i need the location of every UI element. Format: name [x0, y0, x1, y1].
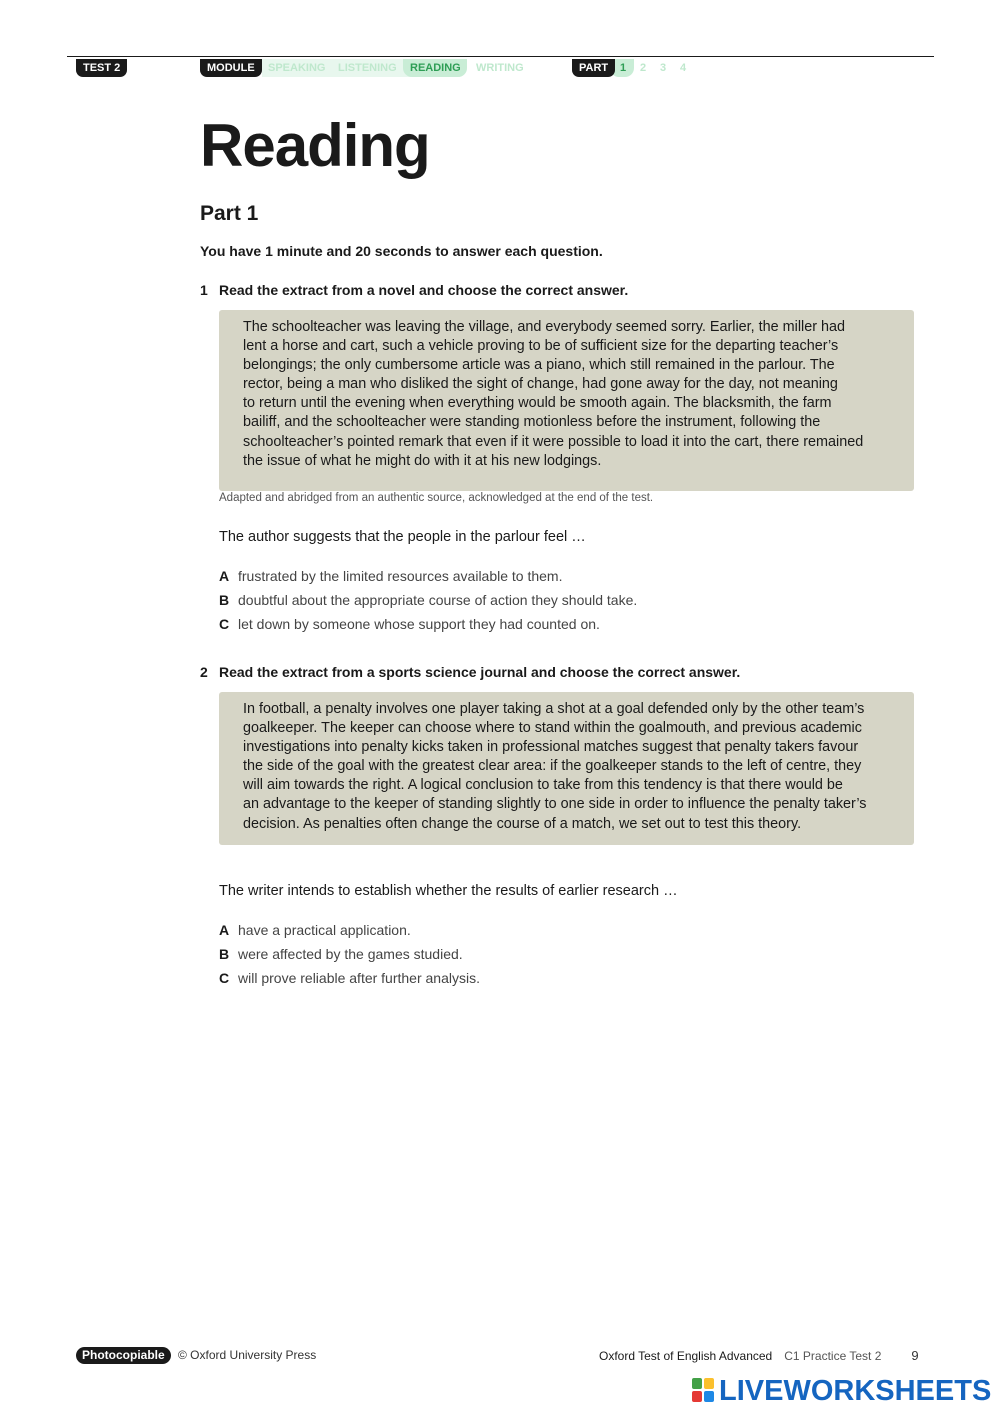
- part-4-link[interactable]: 4: [680, 62, 687, 74]
- question-text: Read the extract from a novel and choose the correct answer.: [219, 282, 629, 298]
- module-listening[interactable]: LISTENING: [338, 62, 397, 74]
- option-a[interactable]: [219, 918, 480, 942]
- option-letter: B: [219, 592, 230, 608]
- extract-line: the issue of what he might do with it at his new lodgings.: [243, 452, 602, 469]
- option-c[interactable]: [219, 966, 480, 990]
- module-label: MODULE: [200, 59, 262, 77]
- extract-line: investigations into penalty kicks taken in professional matches suggest that penalty takers favour: [243, 739, 859, 756]
- copyright: © Oxford University Press: [178, 1348, 317, 1362]
- option-letter: B: [219, 946, 230, 962]
- part-1-link[interactable]: 1: [620, 62, 627, 74]
- extract-line: the side of the goal with the greatest clear area: if the goalkeeper stands to the left of centre, they: [243, 758, 862, 775]
- extract-2: [219, 692, 914, 845]
- question-1-prompt: [200, 281, 628, 299]
- extract-line: schoolteacher’s pointed remark that even if it were possible to load it into the cart, there remained: [243, 433, 864, 450]
- header-rule: [67, 56, 934, 57]
- part-2-link[interactable]: 2: [640, 62, 647, 74]
- extract-line: decision. As penalties often change the course of a match, we set out to test this theory.: [243, 815, 802, 832]
- test-badge: TEST 2: [76, 59, 127, 77]
- option-a[interactable]: [219, 564, 637, 588]
- question-2-stem: The writer intends to establish whether the results of earlier research …: [219, 883, 678, 899]
- extract-source-note: Adapted and abridged from an authentic source, acknowledged at the end of the test.: [219, 492, 654, 504]
- option-text: have a practical application.: [238, 922, 411, 938]
- module-speaking[interactable]: SPEAKING: [268, 62, 326, 74]
- question-1-stem: The author suggests that the people in the parlour feel …: [219, 529, 586, 545]
- question-2-options: [219, 918, 480, 990]
- photocopiable-badge: Photocopiable: [76, 1347, 171, 1364]
- extract-line: to return until the evening when everything would be smooth again. The blacksmith, the farm: [243, 395, 832, 412]
- extract-line: an advantage to the keeper of standing slightly to one side in order to influence the penalty taker’s: [243, 796, 867, 813]
- test-name: C1 Practice Test 2: [784, 1349, 882, 1363]
- question-text: Read the extract from a sports science journal and choose the correct answer.: [219, 664, 741, 680]
- page-title: Reading: [200, 112, 430, 179]
- extract-line: goalkeeper. The keeper can choose where to stand within the goalmouth, and previous academic: [243, 720, 862, 737]
- option-letter: C: [219, 970, 230, 986]
- part-heading: Part 1: [200, 202, 259, 225]
- option-text: were affected by the games studied.: [238, 946, 463, 962]
- option-text: frustrated by the limited resources available to them.: [238, 568, 563, 584]
- extract-line: The schoolteacher was leaving the village, and everybody seemed sorry. Earlier, the miller had: [243, 319, 846, 335]
- question-1-options: [219, 564, 637, 636]
- module-reading[interactable]: READING: [410, 62, 461, 74]
- question-2-prompt: [200, 663, 740, 681]
- liveworksheets-wordmark: LIVEWORKSHEETS: [719, 1375, 992, 1407]
- module-writing[interactable]: WRITING: [476, 62, 524, 74]
- part-label: PART: [572, 59, 615, 77]
- option-b[interactable]: [219, 942, 480, 966]
- extract-line: In football, a penalty involves one player taking a shot at a goal defended only by the other team’s: [243, 701, 865, 717]
- footer-book-info: [599, 1347, 919, 1365]
- option-text: let down by someone whose support they had counted on.: [238, 616, 600, 632]
- option-letter: C: [219, 616, 230, 632]
- page-number: 9: [911, 1348, 919, 1363]
- option-b[interactable]: [219, 588, 637, 612]
- extract-1: [219, 310, 914, 491]
- option-text: doubtful about the appropriate course of action they should take.: [238, 592, 638, 608]
- extract-line: rector, being a man who disliked the sight of change, had gone away for the day, not meaning: [243, 376, 838, 393]
- extract-line: lent a horse and cart, such a vehicle proving to be of sufficient size for the departing teacher’s: [243, 338, 839, 355]
- book-title: Oxford Test of English Advanced: [599, 1349, 773, 1363]
- option-text: will prove reliable after further analysis.: [238, 970, 480, 986]
- option-letter: A: [219, 922, 230, 938]
- option-letter: A: [219, 568, 230, 584]
- question-number: 2: [200, 664, 208, 680]
- instruction: You have 1 minute and 20 seconds to answer each question.: [200, 243, 603, 259]
- question-number: 1: [200, 282, 208, 298]
- extract-line: bailiff, and the schoolteacher were standing motionless before the instrument, following the: [243, 414, 821, 431]
- liveworksheets-icon: [692, 1378, 716, 1404]
- option-c[interactable]: [219, 612, 637, 636]
- part-3-link[interactable]: 3: [660, 62, 667, 74]
- extract-line: belongings; the only cumbersome article was a piano, which still remained in the parlour. The: [243, 357, 835, 374]
- extract-line: will aim towards the right. A logical conclusion to take from this tendency is that there would be: [243, 777, 843, 794]
